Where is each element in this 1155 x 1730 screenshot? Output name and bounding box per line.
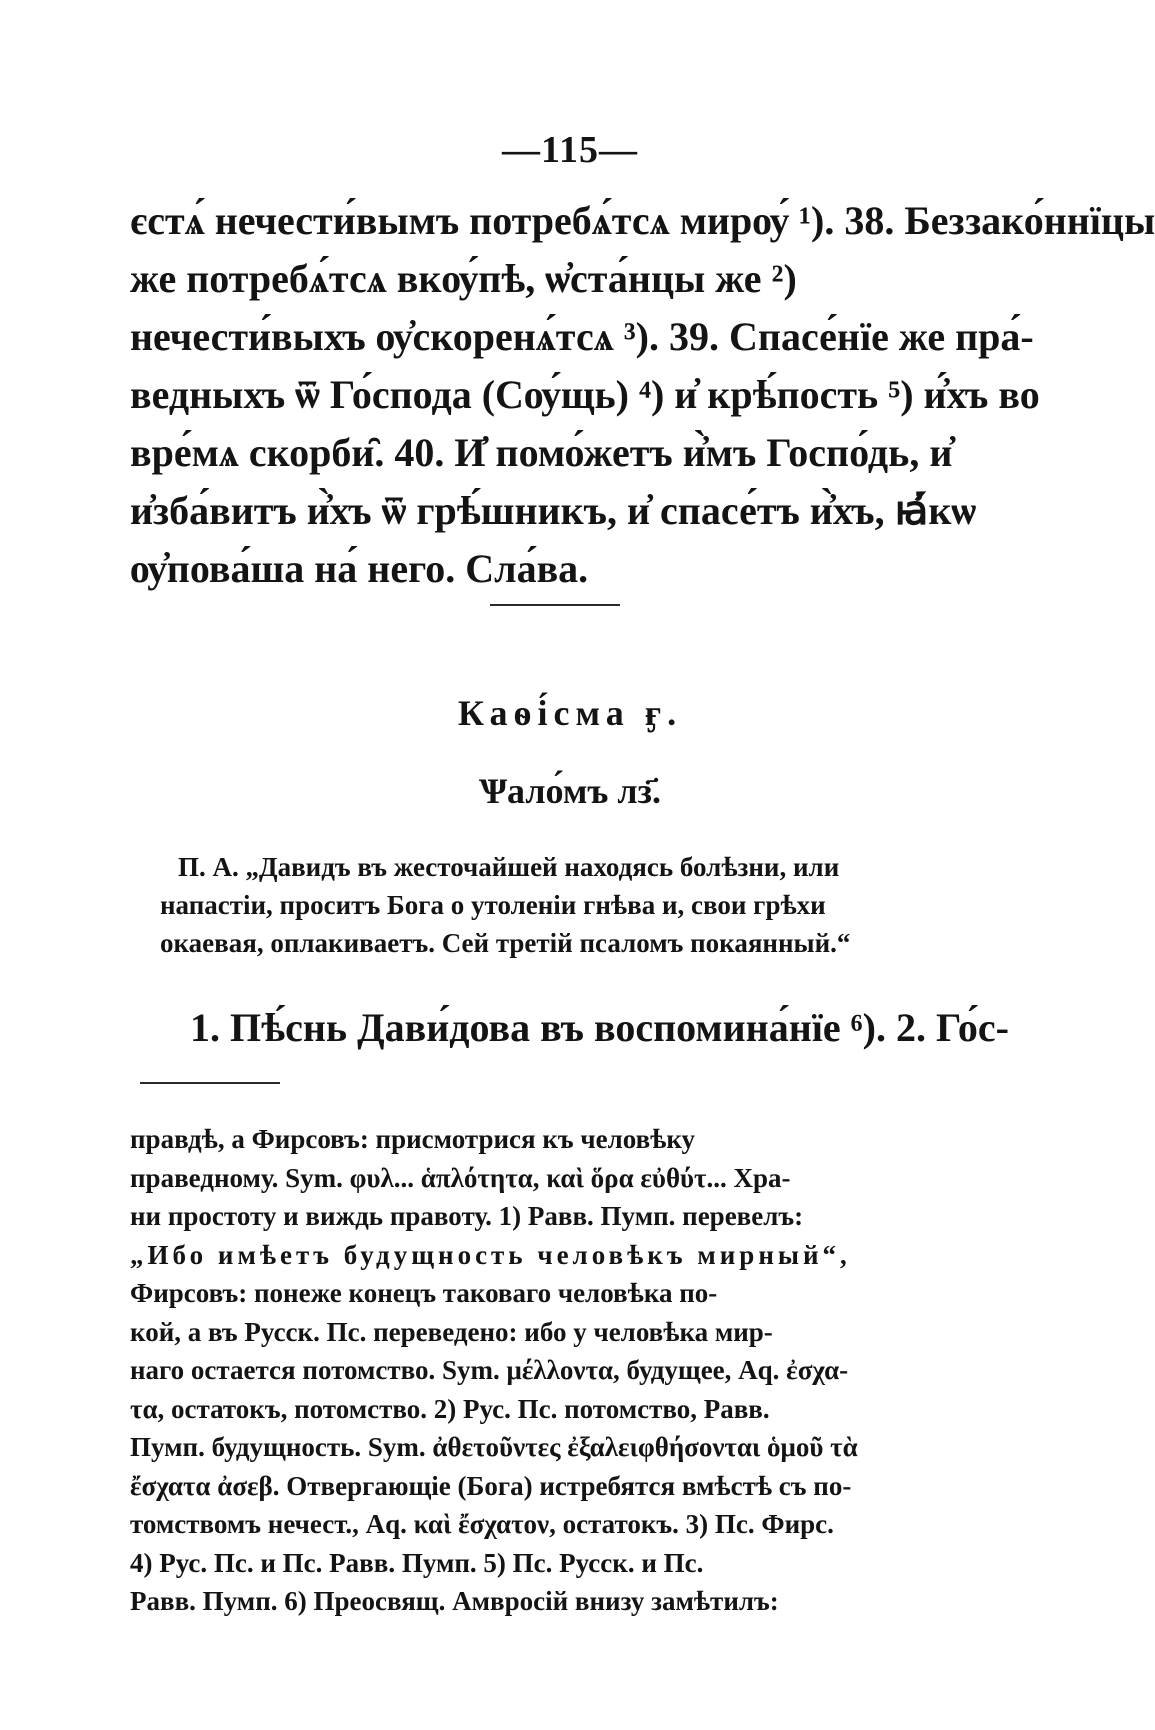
kathisma-heading: Каѳі́сма ӻ. <box>457 693 683 733</box>
footnote-line: Фирсовъ: понеже конецъ таковаго человѣка по- <box>130 1278 718 1308</box>
footnote-line: наго остается потомство. Sym. μέλλοντα, будущее, Aq. ἐσχα- <box>130 1355 849 1385</box>
text-line: и҆зба́витъ и҆̀хъ ѿ грѣ́шникъ, и҆ спасе́тъ и҆̀хъ, ꙗ҆́кѡ <box>130 488 977 533</box>
footnote-line: ἔσχατα ἀσεβ. Отвергающіе (Бога) истребятся вмѣстѣ съ по- <box>130 1470 852 1501</box>
footnote-line: Пумп. будущность. Sym. ἀθετοῦντες ἐξαλειφθήσονται ὁμοῦ τὰ <box>130 1432 858 1462</box>
footnote-line: 4) Рус. Пс. и Пс. Равв. Пумп. 5) Пс. Русск. и Пс. <box>130 1547 704 1578</box>
page-number: —115— <box>502 129 638 171</box>
footnote-line: кой, а въ Русск. Пс. переведено: ибо у человѣка мир- <box>130 1316 773 1347</box>
text-line: ѹ҆пова́ша на́ него. Сла́ва. <box>130 546 589 591</box>
text-line: нечести́выхъ ѹ҆скоренѧ́тсѧ ³). 39. Спасе́нїе же пра́- <box>130 314 1034 359</box>
psalm-heading: Ѱало́мъ лз҃. <box>478 771 662 811</box>
footnote-line: τα, остатокъ, потомство. 2) Рус. Пс. потомство, Равв. <box>130 1393 770 1424</box>
footnote-rule <box>140 1082 280 1084</box>
intro-line: П. А. „Давидъ въ жесточайшей находясь болѣзни, или <box>178 852 840 882</box>
verse-line: 1. Пѣ́снь Дави́дова въ воспомина́нїе ⁶). 2. Го́с- <box>190 1005 1009 1050</box>
footnote-line: Равв. Пумп. 6) Преосвящ. Амвросій внизу замѣтилъ: <box>130 1586 779 1616</box>
text-line: єстѧ́ нечести́вымъ потребѧ́тсѧ мирѹ́ ¹). 38. Беззако́ннїцы <box>130 198 1155 243</box>
footnote-line: ни простоту и виждь правоту. 1) Равв. Пумп. перевелъ: <box>130 1201 804 1231</box>
text-line: ведныхъ ѿ Го́спода (Сѹ́щь) ⁴) и҆ крѣ́пость ⁵) и҆́хъ во <box>130 372 1040 417</box>
footnote-line: правдѣ, а Фирсовъ: присмотрися къ человѣку <box>130 1124 696 1154</box>
text-line: вре́мѧ скорби̑. 40. И҆ помо́жетъ и҆̀мъ Госпо́дь, и҆ <box>130 430 953 475</box>
footnote-line: „Ибо имѣетъ будущность человѣкъ мирный“, <box>130 1239 851 1270</box>
footnotes <box>130 1120 1010 1621</box>
intro-line: окаевая, оплакиваетъ. Сей третій псаломъ покаянный.“ <box>160 928 851 958</box>
text-line: же потребѧ́тсѧ вкѹ́пѣ, ѡ҆ста́нцы же ²) <box>130 256 797 301</box>
footnote-line: праведному. Sym. φυλ... ἁπλότητα, καὶ ὅρα εὐθύτ... Хра- <box>130 1162 791 1193</box>
church-slavonic-text <box>130 192 1155 598</box>
intro-line: напастіи, проситъ Бога о утоленіи гнѣва и, свои грѣхи <box>160 890 826 920</box>
psalm-introduction <box>160 848 990 962</box>
section-divider <box>490 604 620 606</box>
footnote-line: томствомъ нечест., Aq. καὶ ἔσχατον, остатокъ. 3) Пс. Фирс. <box>130 1509 834 1539</box>
